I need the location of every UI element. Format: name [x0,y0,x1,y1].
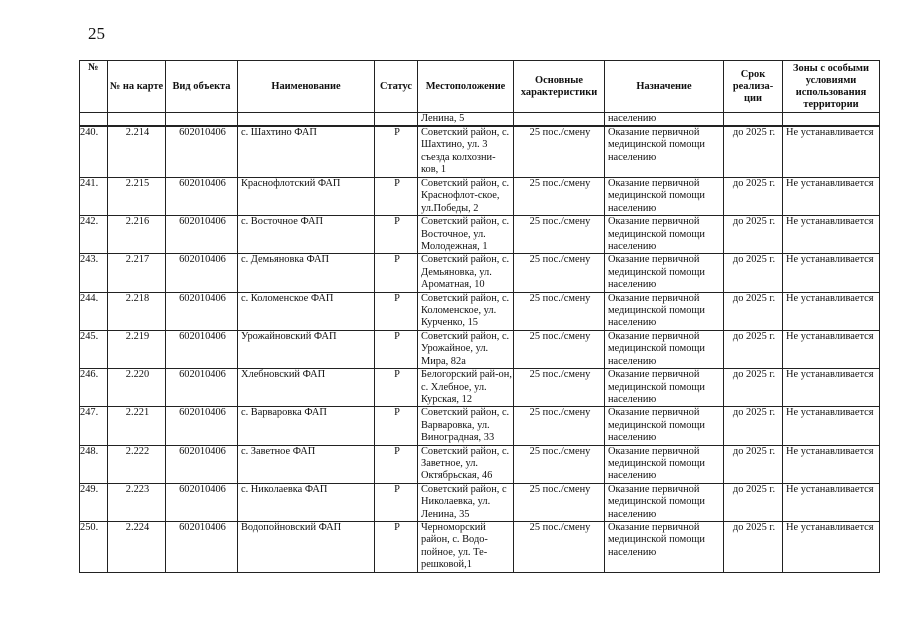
object-name: с. Николаевка ФАП [238,483,375,521]
table-row [80,483,880,521]
object-location: Советский район, с. Коломенское, ул. Курченко, 15 [418,292,514,330]
object-purpose: Оказание первичной медицинской помощи населению [605,483,724,521]
object-characteristics: 25 пос./смену [514,292,605,330]
special-zones: Не устанавливается [783,445,880,483]
object-status: Р [375,330,418,368]
continuation-purpose: населению [605,113,724,127]
object-purpose: Оказание первичной медицинской помощи населению [605,178,724,216]
implementation-term: до 2025 г. [724,407,783,445]
map-number: 2.222 [108,445,166,483]
object-kind-code: 602010406 [166,292,238,330]
page-number: 25 [88,24,105,43]
table-row [80,521,880,572]
implementation-term: до 2025 г. [724,483,783,521]
object-purpose: Оказание первичной медицинской помощи населению [605,407,724,445]
special-zones: Не устанавливается [783,521,880,572]
header-object-kind: Вид объекта [166,61,238,113]
object-characteristics: 25 пос./смену [514,254,605,292]
header-name: Наименование [238,61,375,113]
object-location: Белогорский рай-он, с. Хлебное, ул. Курская, 12 [418,369,514,407]
special-zones: Не устанавливается [783,330,880,368]
header-location: Местоположение [418,61,514,113]
row-number: 246. [80,369,108,407]
object-name: с. Заветное ФАП [238,445,375,483]
object-location: Советский район, с. Восточное, ул. Молодежная, 1 [418,216,514,254]
object-purpose: Оказание первичной медицинской помощи населению [605,126,724,178]
object-status: Р [375,369,418,407]
object-location: Черноморский район, с. Водо-пойное, ул. Те-решковой,1 [418,521,514,572]
header-status: Статус [375,61,418,113]
implementation-term: до 2025 г. [724,369,783,407]
object-characteristics: 25 пос./смену [514,407,605,445]
object-location: Советский район, с. Демьяновка, ул. Ароматная, 10 [418,254,514,292]
continuation-location: Ленина, 5 [418,113,514,127]
object-characteristics: 25 пос./смену [514,126,605,178]
object-purpose: Оказание первичной медицинской помощи населению [605,445,724,483]
row-number: 243. [80,254,108,292]
object-kind-code: 602010406 [166,407,238,445]
row-number: 240. [80,126,108,178]
map-number: 2.223 [108,483,166,521]
implementation-term: до 2025 г. [724,330,783,368]
header-term: Срок реализа-ции [724,61,783,113]
object-status: Р [375,483,418,521]
object-name: Краснофлотский ФАП [238,178,375,216]
table-row [80,330,880,368]
object-location: Советский район, с. Шахтино, ул. 3 съезда колхозни-ков, 1 [418,126,514,178]
special-zones: Не устанавливается [783,178,880,216]
object-kind-code: 602010406 [166,126,238,178]
object-purpose: Оказание первичной медицинской помощи населению [605,521,724,572]
implementation-term: до 2025 г. [724,292,783,330]
table-row [80,254,880,292]
object-characteristics: 25 пос./смену [514,369,605,407]
header-purpose: Назначение [605,61,724,113]
map-number: 2.224 [108,521,166,572]
object-name: с. Восточное ФАП [238,216,375,254]
map-number: 2.214 [108,126,166,178]
special-zones: Не устанавливается [783,292,880,330]
object-kind-code: 602010406 [166,483,238,521]
object-kind-code: 602010406 [166,445,238,483]
object-name: с. Шахтино ФАП [238,126,375,178]
object-location: Советский район, с. Краснофлот-ское, ул.Победы, 2 [418,178,514,216]
implementation-term: до 2025 г. [724,126,783,178]
map-number: 2.219 [108,330,166,368]
implementation-term: до 2025 г. [724,445,783,483]
special-zones: Не устанавливается [783,407,880,445]
row-number: 241. [80,178,108,216]
map-number: 2.217 [108,254,166,292]
table-row [80,216,880,254]
object-kind-code: 602010406 [166,369,238,407]
object-characteristics: 25 пос./смену [514,330,605,368]
object-status: Р [375,254,418,292]
implementation-term: до 2025 г. [724,216,783,254]
object-status: Р [375,292,418,330]
object-name: Хлебновский ФАП [238,369,375,407]
row-number: 249. [80,483,108,521]
map-number: 2.218 [108,292,166,330]
row-number: 245. [80,330,108,368]
object-status: Р [375,216,418,254]
object-status: Р [375,407,418,445]
continuation-row [80,113,880,127]
objects-table [79,60,880,573]
object-location: Советский район, с. Заветное, ул. Октябрьская, 46 [418,445,514,483]
object-purpose: Оказание первичной медицинской помощи населению [605,216,724,254]
object-location: Советский район, с Николаевка, ул. Ленина, 35 [418,483,514,521]
map-number: 2.216 [108,216,166,254]
object-kind-code: 602010406 [166,254,238,292]
object-characteristics: 25 пос./смену [514,216,605,254]
table-row [80,369,880,407]
object-purpose: Оказание первичной медицинской помощи населению [605,369,724,407]
object-purpose: Оказание первичной медицинской помощи населению [605,330,724,368]
implementation-term: до 2025 г. [724,178,783,216]
row-number: 250. [80,521,108,572]
implementation-term: до 2025 г. [724,521,783,572]
map-number: 2.215 [108,178,166,216]
object-name: с. Варваровка ФАП [238,407,375,445]
table-body [80,113,880,573]
header-row [80,61,880,113]
object-name: Урожайновский ФАП [238,330,375,368]
map-number: 2.220 [108,369,166,407]
object-characteristics: 25 пос./смену [514,178,605,216]
object-status: Р [375,445,418,483]
map-number: 2.221 [108,407,166,445]
header-num: № [80,61,108,113]
special-zones: Не устанавливается [783,254,880,292]
special-zones: Не устанавливается [783,483,880,521]
object-location: Советский район, с. Урожайное, ул. Мира, 82а [418,330,514,368]
special-zones: Не устанавливается [783,216,880,254]
table-row [80,126,880,178]
special-zones: Не устанавливается [783,126,880,178]
table-row [80,445,880,483]
object-characteristics: 25 пос./смену [514,445,605,483]
object-kind-code: 602010406 [166,521,238,572]
object-name: с. Демьяновка ФАП [238,254,375,292]
object-purpose: Оказание первичной медицинской помощи населению [605,254,724,292]
object-name: с. Коломенское ФАП [238,292,375,330]
object-characteristics: 25 пос./смену [514,521,605,572]
object-characteristics: 25 пос./смену [514,483,605,521]
object-status: Р [375,521,418,572]
header-map-number: № на карте [108,61,166,113]
object-location: Советский район, с. Варваровка, ул. Виноградная, 33 [418,407,514,445]
object-name: Водопойновский ФАП [238,521,375,572]
table-row [80,407,880,445]
row-number: 248. [80,445,108,483]
object-kind-code: 602010406 [166,330,238,368]
object-kind-code: 602010406 [166,178,238,216]
object-purpose: Оказание первичной медицинской помощи населению [605,292,724,330]
header-characteristics: Основные характеристики [514,61,605,113]
implementation-term: до 2025 г. [724,254,783,292]
object-status: Р [375,126,418,178]
object-status: Р [375,178,418,216]
object-kind-code: 602010406 [166,216,238,254]
row-number: 244. [80,292,108,330]
row-number: 242. [80,216,108,254]
table-row [80,178,880,216]
header-zones: Зоны с особыми условиями использования территории [783,61,880,113]
row-number: 247. [80,407,108,445]
table-row [80,292,880,330]
special-zones: Не устанавливается [783,369,880,407]
